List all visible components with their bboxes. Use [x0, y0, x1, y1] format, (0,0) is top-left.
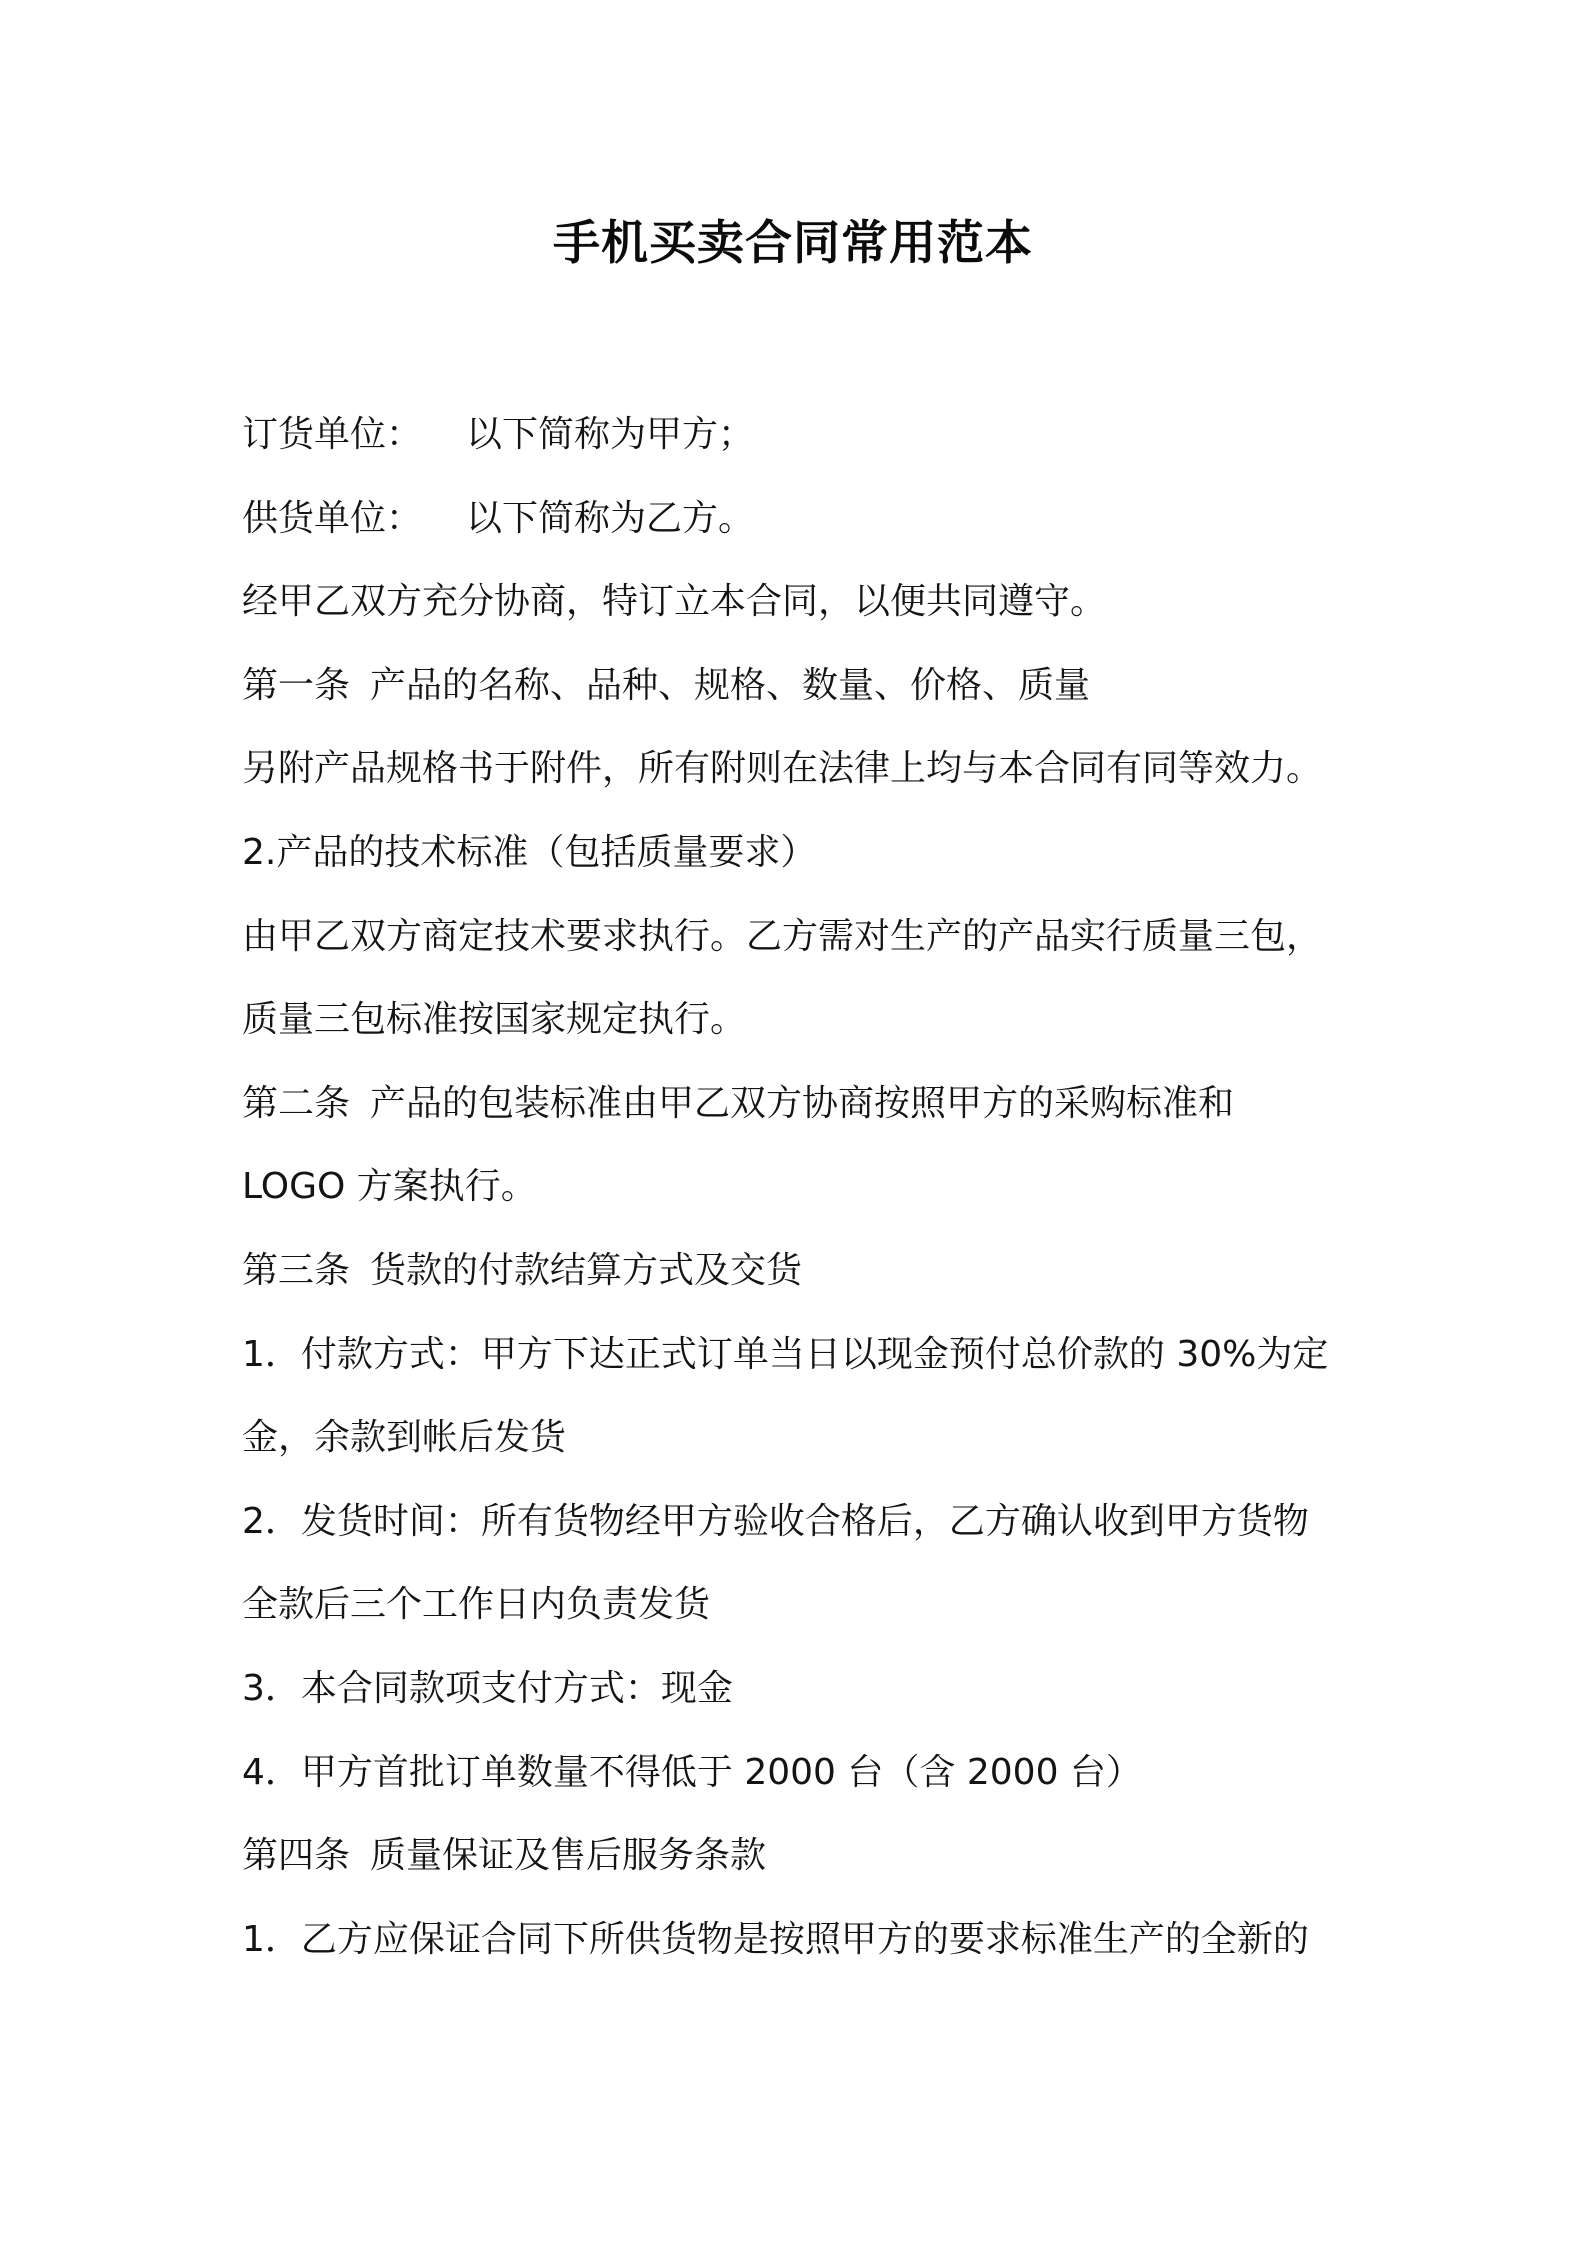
article-3-item-3: 3．本合同款项支付方式：现金 — [242, 1667, 733, 1709]
article-1-heading — [242, 656, 1362, 740]
article-2-cont: LOGO 方案执行。 — [242, 1166, 537, 1208]
article-3-label: 第三条 — [242, 1249, 351, 1291]
buyer-line — [242, 405, 1362, 489]
article-3-item-1: 1．付款方式：甲方下达正式订单当日以现金预付总价款的 30%为定 — [242, 1333, 1329, 1375]
intro-line: 经甲乙双方充分协商，特订立本合同，以便共同遵守。 — [242, 581, 1107, 623]
seller-label: 供货单位： — [242, 497, 423, 539]
article-3-heading — [242, 1241, 1362, 1325]
article-1-item-2: 2.产品的技术标准（包括质量要求） — [242, 831, 817, 873]
article-3-title: 货款的付款结算方式及交货 — [370, 1249, 803, 1291]
article-4-heading — [242, 1826, 1362, 1910]
article-4-title: 质量保证及售后服务条款 — [370, 1835, 767, 1877]
article-1-label: 第一条 — [242, 664, 351, 706]
buyer-value: 以下简称为甲方； — [466, 414, 755, 455]
article-4-item-1: 1．乙方应保证合同下所供货物是按照甲方的要求标准生产的全新的 — [242, 1918, 1309, 1960]
article-1-item-2-text: 由甲乙双方商定技术要求执行。乙方需对生产的产品实行质量三包， — [242, 915, 1323, 957]
article-4-label: 第四条 — [242, 1835, 351, 1877]
article-2-label: 第二条 — [242, 1082, 351, 1124]
seller-value: 以下简称为乙方。 — [466, 497, 755, 539]
seller-line — [242, 489, 1362, 573]
article-3-item-1-cont: 金，余款到帐后发货 — [242, 1417, 567, 1459]
article-2-heading — [242, 1074, 1362, 1158]
page-title: 手机买卖合同常用范本 — [553, 216, 1033, 271]
article-3-item-2: 2．发货时间：所有货物经甲方验收合格后，乙方确认收到甲方货物 — [242, 1500, 1309, 1542]
buyer-label: 订货单位： — [242, 414, 423, 455]
article-3-item-2-cont: 全款后三个工作日内负责发货 — [242, 1584, 711, 1626]
article-1-attachment: 另附产品规格书于附件，所有附则在法律上均与本合同有同等效力。 — [242, 748, 1323, 790]
contract-body — [242, 405, 1362, 1993]
article-1-item-2-text-cont: 质量三包标准按国家规定执行。 — [242, 999, 747, 1041]
article-3-item-4: 4．甲方首批订单数量不得低于 2000 台（含 2000 台） — [242, 1751, 1142, 1793]
article-1-title: 产品的名称、品种、规格、数量、价格、质量 — [370, 664, 1091, 706]
article-2-title: 产品的包装标准由甲乙双方协商按照甲方的采购标准和 — [370, 1082, 1235, 1124]
